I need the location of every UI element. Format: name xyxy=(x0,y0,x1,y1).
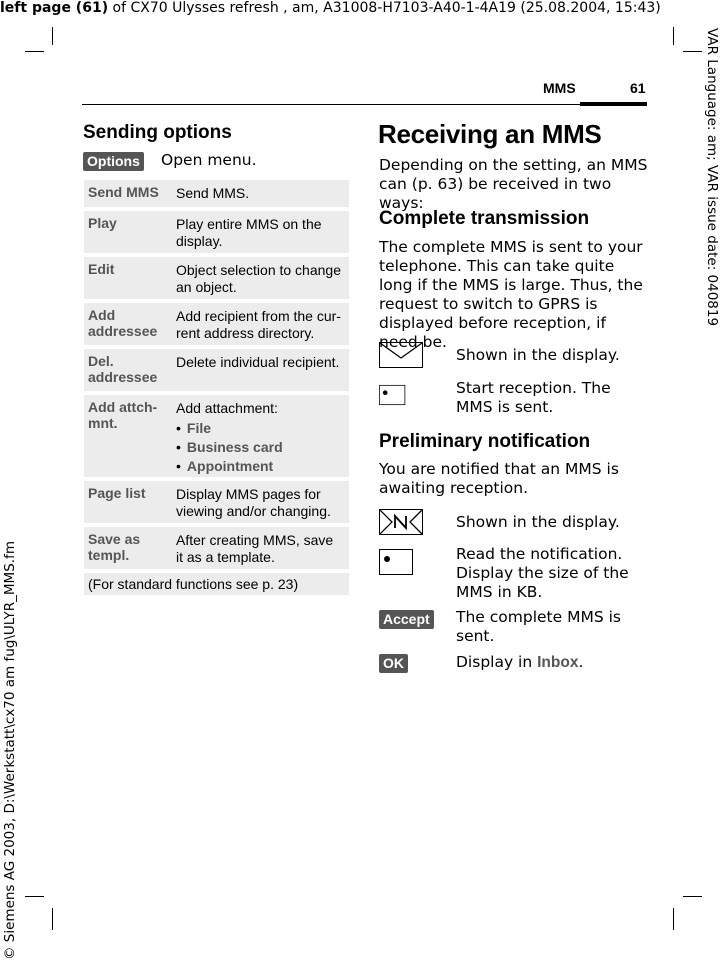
options-table xyxy=(84,180,349,595)
ok-text-suffix: . xyxy=(578,653,584,671)
variant-info xyxy=(704,28,720,358)
copyright-info xyxy=(2,541,18,960)
options-description: Open menu. xyxy=(161,151,257,169)
options-softkey[interactable]: Options xyxy=(83,152,144,171)
table-row xyxy=(84,395,349,477)
crop-mark xyxy=(673,908,674,930)
preliminary-notification-text: You are notified that an MMS is awaiting reception. xyxy=(379,460,619,497)
list-item: • Appointment xyxy=(176,457,343,476)
icon-description: Shown in the display. xyxy=(456,513,620,531)
crop-mark xyxy=(683,51,702,52)
crop-mark xyxy=(673,27,674,45)
option-description: Add recipient from the cur-rent address directory. xyxy=(176,308,341,341)
envelope-icon xyxy=(379,342,423,368)
icon-description: Shown in the display. xyxy=(456,346,620,364)
option-description: Send MMS. xyxy=(176,185,250,201)
option-description: Display MMS pages for viewing and/or changing. xyxy=(176,486,331,519)
copyright-text: © Siemens AG 2003, D:\Werkstatt\cx70 am fug\ULYR_MMS.fm xyxy=(2,541,18,960)
page-number-bar xyxy=(580,102,647,106)
table-row xyxy=(84,180,349,207)
preliminary-notification-heading: Preliminary notification xyxy=(379,431,591,452)
table-row xyxy=(84,303,349,345)
receiving-intro: Depending on the setting, an MMS can (p. 63) be received in two ways: xyxy=(379,156,648,212)
variant-info-text: VAR Language: am; VAR issue date: 040819 xyxy=(704,28,720,327)
list-item: • Business card xyxy=(176,438,343,457)
sending-options-heading: Sending options xyxy=(83,122,232,143)
attachment-intro: Add attachment: xyxy=(176,400,278,416)
table-row xyxy=(84,211,349,253)
attachment-list xyxy=(176,419,343,476)
receiving-mms-title: Receiving an MMS xyxy=(378,119,602,149)
option-description: Object selection to change an object. xyxy=(176,262,341,295)
option-description: After creating MMS, save it as a template. xyxy=(176,532,334,565)
complete-transmission-heading: Complete transmission xyxy=(379,208,590,229)
crop-mark xyxy=(52,908,53,930)
document-info-bold: left page (61) xyxy=(0,0,109,16)
list-item: • File xyxy=(176,419,343,438)
document-info-rest: of CX70 Ulysses refresh , am, A31008-H7103-A40-1-4A19 (25.08.2004, 15:43) xyxy=(108,0,661,16)
center-key-icon xyxy=(379,382,413,408)
option-description: Play entire MMS on the display. xyxy=(176,216,322,249)
option-key: Send MMS xyxy=(88,184,159,200)
icon-description: The complete MMS is sent. xyxy=(456,608,621,645)
header-rule xyxy=(82,104,647,105)
icon-description: Start reception. The MMS is sent. xyxy=(456,379,611,416)
crop-mark xyxy=(683,896,702,897)
page-number: 61 xyxy=(630,80,646,96)
icon-description xyxy=(456,653,651,672)
option-key: Add addressee xyxy=(88,307,158,339)
accept-softkey[interactable]: Accept xyxy=(379,610,434,629)
crop-mark xyxy=(25,896,44,897)
table-row xyxy=(84,481,349,523)
icon-row xyxy=(379,608,621,645)
crop-mark xyxy=(25,51,44,52)
complete-transmission-text: The complete MMS is sent to your telephone. This can take quite long if the MMS is large. Thus, the request to switch to GPRS is displayed before reception, if need be. xyxy=(379,238,643,351)
table-footer: (For standard functions see p. 23) xyxy=(84,573,349,595)
inbox-label: Inbox xyxy=(537,654,579,671)
mms-notification-icon xyxy=(379,509,423,535)
table-row xyxy=(84,257,349,299)
ok-text-prefix: Display in xyxy=(456,653,538,671)
option-key: Edit xyxy=(88,261,115,277)
table-row xyxy=(84,349,349,391)
option-description xyxy=(176,395,349,480)
document-info-header xyxy=(0,0,661,16)
icon-row xyxy=(379,653,584,673)
option-description: Delete individual recipient. xyxy=(176,354,340,370)
option-key: Add attch-mnt. xyxy=(88,399,158,431)
options-line xyxy=(83,151,257,171)
option-key: Play xyxy=(88,215,117,231)
center-key-icon xyxy=(379,549,413,575)
crop-mark xyxy=(52,27,53,45)
table-row xyxy=(84,527,349,569)
option-key: Page list xyxy=(88,485,146,501)
icon-description: Read the notification. Display the size of the MMS in KB. xyxy=(456,545,629,601)
ok-softkey[interactable]: OK xyxy=(379,654,408,673)
option-key: Save as templ. xyxy=(88,531,141,563)
page-header-title: MMS xyxy=(543,80,576,96)
option-key: Del. addressee xyxy=(88,353,158,385)
